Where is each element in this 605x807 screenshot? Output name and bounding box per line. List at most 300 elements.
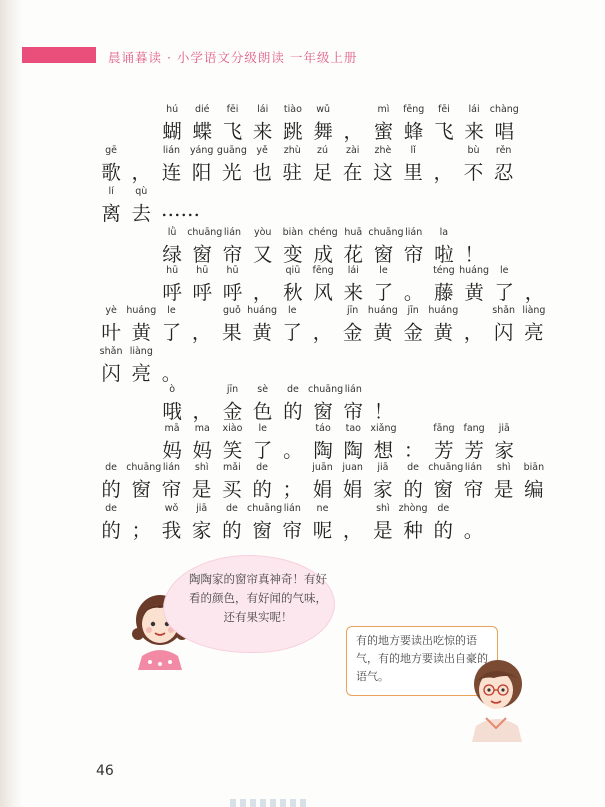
character-unit <box>248 227 278 266</box>
pinyin: huā <box>344 227 363 238</box>
hanzi: 芳 <box>464 439 484 462</box>
bottom-edge-mark <box>230 799 310 807</box>
character-unit <box>156 462 186 501</box>
pinyin: ne <box>316 503 329 514</box>
hanzi: 光 <box>222 161 242 184</box>
character-unit <box>338 145 368 184</box>
header-color-band <box>22 47 96 63</box>
pinyin: yòu <box>253 227 272 238</box>
hanzi: 想 <box>373 439 394 462</box>
character-unit <box>217 503 247 542</box>
hanzi: …… <box>161 198 201 221</box>
pinyin: huáng <box>126 305 157 316</box>
pinyin: shǎn <box>492 305 516 316</box>
character-unit <box>368 104 398 143</box>
character-unit <box>399 423 429 462</box>
hanzi: 是 <box>373 519 393 542</box>
character-unit <box>338 305 368 344</box>
pinyin: mì <box>377 104 390 115</box>
hanzi: 离 <box>101 202 121 225</box>
pinyin: chuāng <box>247 503 283 514</box>
character-unit <box>398 145 428 184</box>
character-unit <box>398 462 428 501</box>
hanzi: ， <box>343 120 364 143</box>
character-unit <box>217 227 247 266</box>
pinyin: le <box>258 423 267 434</box>
character-unit <box>429 423 459 462</box>
hanzi: ： <box>403 439 424 462</box>
hanzi: 窗 <box>433 478 454 501</box>
character-unit <box>428 462 464 501</box>
character-unit <box>96 462 126 501</box>
character-unit <box>96 503 126 542</box>
pinyin: téng <box>433 265 455 276</box>
pinyin: jiā <box>196 503 208 514</box>
hanzi: 家 <box>373 478 393 501</box>
character-unit <box>489 145 519 184</box>
character-unit <box>126 503 156 542</box>
character-unit <box>278 104 308 143</box>
hanzi: 帘 <box>343 400 364 423</box>
character-unit <box>428 145 458 184</box>
hanzi: 妈 <box>192 439 213 462</box>
pinyin: lái <box>347 265 359 276</box>
hanzi: 蝴 <box>162 120 182 143</box>
hanzi: 舞 <box>313 120 333 143</box>
character-unit <box>398 503 428 542</box>
pinyin: yè <box>105 305 117 316</box>
character-unit <box>368 462 398 501</box>
pinyin: le <box>500 265 509 276</box>
hanzi: 帘 <box>403 243 424 266</box>
character-unit <box>429 104 459 143</box>
character-unit <box>277 462 307 501</box>
hanzi: 绿 <box>162 243 182 266</box>
pinyin: fāng <box>433 423 455 434</box>
hanzi: 闪 <box>101 362 121 385</box>
character-unit <box>187 305 217 344</box>
pinyin: fēi <box>437 104 450 115</box>
hanzi: ； <box>282 478 303 501</box>
hanzi: 窗 <box>131 478 152 501</box>
character-unit <box>96 305 126 344</box>
hanzi: 阳 <box>191 161 212 184</box>
character-unit <box>156 305 186 344</box>
hanzi: 妈 <box>162 439 182 462</box>
hanzi: ， <box>252 281 273 304</box>
hanzi: ， <box>191 321 212 344</box>
hanzi: 藤 <box>434 281 454 304</box>
character-unit <box>368 503 398 542</box>
pinyin: hū <box>166 265 179 276</box>
character-unit <box>126 462 162 501</box>
pinyin: lái <box>257 104 269 115</box>
hanzi: ， <box>433 161 454 184</box>
character-unit <box>489 305 519 344</box>
pinyin: shì <box>376 503 390 514</box>
hanzi: ！ <box>464 243 484 266</box>
hanzi: 跳 <box>283 120 303 143</box>
pinyin: lián <box>405 227 423 238</box>
hanzi: ； <box>131 519 152 542</box>
pinyin: le <box>288 305 297 316</box>
hanzi: 了 <box>282 321 303 344</box>
character-unit <box>217 104 247 143</box>
hanzi: 色 <box>252 400 273 423</box>
pinyin: de <box>225 503 238 514</box>
teacher-illustration <box>462 656 532 742</box>
pinyin: chuāng <box>126 462 162 473</box>
hanzi: 变 <box>283 243 303 266</box>
hanzi: 买 <box>222 478 242 501</box>
hanzi: 蜂 <box>403 120 424 143</box>
character-unit <box>187 423 217 462</box>
hanzi: 金 <box>342 321 363 344</box>
character-unit <box>338 384 368 423</box>
pinyin: ò <box>169 384 175 395</box>
pinyin: jiā <box>377 462 389 473</box>
hanzi: 的 <box>222 519 242 542</box>
character-unit <box>338 227 368 266</box>
hanzi: 亮 <box>131 362 152 385</box>
hanzi: ， <box>463 321 484 344</box>
character-unit <box>429 265 459 304</box>
pinyin: de <box>286 384 299 395</box>
hanzi: 窗 <box>192 243 213 266</box>
hanzi: 这 <box>373 161 393 184</box>
hanzi: 的 <box>252 478 272 501</box>
character-unit <box>489 462 519 501</box>
pinyin: chuāng <box>187 227 223 238</box>
hanzi: 唱 <box>494 120 515 143</box>
hanzi: 亮 <box>524 321 544 344</box>
hanzi: 足 <box>312 161 333 184</box>
character-unit <box>429 227 459 266</box>
pinyin: lǜ <box>167 227 177 238</box>
character-unit <box>368 227 404 266</box>
hanzi: 娟 <box>342 478 363 501</box>
hanzi: 家 <box>191 519 212 542</box>
pinyin: táo <box>315 423 331 434</box>
pinyin: fēng <box>403 104 425 115</box>
hanzi: ， <box>131 161 152 184</box>
hanzi: ， <box>192 400 213 423</box>
hanzi: 窗 <box>252 519 272 542</box>
hanzi: 里 <box>403 161 423 184</box>
hanzi: 陶 <box>343 439 364 462</box>
hanzi: 风 <box>313 281 333 304</box>
hanzi: 飞 <box>434 120 454 143</box>
hanzi: 成 <box>313 243 333 266</box>
character-unit <box>307 305 337 344</box>
pinyin: qiū <box>285 265 301 276</box>
character-unit <box>489 423 519 462</box>
character-unit <box>459 423 489 462</box>
pinyin: chéng <box>308 227 338 238</box>
character-unit <box>96 186 126 225</box>
pinyin: hū <box>196 265 209 276</box>
character-unit <box>428 503 458 542</box>
pinyin: de <box>256 462 269 473</box>
pinyin: de <box>105 503 118 514</box>
pinyin: xiào <box>222 423 243 434</box>
pinyin: bù <box>467 145 480 156</box>
character-unit <box>278 423 308 462</box>
pinyin: zhù <box>283 145 301 156</box>
hanzi: 黄 <box>252 321 272 344</box>
hanzi: 在 <box>342 161 363 184</box>
hanzi: 种 <box>403 519 423 542</box>
pinyin: wǒ <box>164 503 179 514</box>
hanzi: 啦 <box>434 243 454 266</box>
character-unit <box>458 503 488 542</box>
character-unit <box>368 423 398 462</box>
character-unit <box>247 145 277 184</box>
pinyin: huáng <box>367 305 398 316</box>
character-unit <box>217 462 247 501</box>
hanzi: 帘 <box>463 478 484 501</box>
pinyin: le <box>379 265 388 276</box>
character-unit <box>308 227 338 266</box>
character-unit <box>96 145 126 184</box>
pinyin: mǎi <box>223 462 241 473</box>
pinyin: de <box>407 462 420 473</box>
pinyin: shì <box>496 462 511 473</box>
pinyin: hú <box>166 104 179 115</box>
hanzi: 。 <box>283 439 303 462</box>
character-unit <box>307 503 337 542</box>
hanzi: 秋 <box>283 281 303 304</box>
character-unit <box>459 265 490 304</box>
hanzi: 编 <box>524 478 544 501</box>
character-unit <box>187 265 217 304</box>
character-unit <box>458 305 488 344</box>
character-unit <box>126 305 157 344</box>
pinyin: biàn <box>282 227 304 238</box>
character-unit <box>248 423 278 462</box>
pinyin: jiā <box>498 423 510 434</box>
character-unit <box>217 423 247 462</box>
character-unit <box>367 305 398 344</box>
pinyin: de <box>437 503 450 514</box>
pinyin: chàng <box>489 104 519 115</box>
character-unit <box>248 265 278 304</box>
pinyin: hū <box>226 265 239 276</box>
pinyin: fēi <box>226 104 239 115</box>
character-unit <box>458 145 488 184</box>
character-unit <box>156 503 186 542</box>
character-unit <box>459 104 489 143</box>
pinyin: chuāng <box>428 462 464 473</box>
character-unit <box>308 423 338 462</box>
hanzi: 黄 <box>131 321 152 344</box>
hanzi: 是 <box>191 478 212 501</box>
hanzi: 叶 <box>101 321 121 344</box>
pinyin: huáng <box>459 265 490 276</box>
character-unit <box>368 145 398 184</box>
speech-bubble-text: 陶陶家的窗帘真神奇！有好看的颜色，有好闻的气味，还有果实呢！ <box>189 572 327 624</box>
character-unit <box>278 265 308 304</box>
character-unit <box>338 104 368 143</box>
character-unit <box>338 462 368 501</box>
hanzi: 忍 <box>493 161 514 184</box>
pinyin: zhòng <box>398 503 428 514</box>
character-unit <box>489 265 519 304</box>
pinyin: jīn <box>226 384 239 395</box>
pinyin: lián <box>344 384 362 395</box>
character-unit <box>368 384 398 423</box>
hanzi: 金 <box>403 321 423 344</box>
hanzi: 了 <box>373 281 394 304</box>
pinyin: shǎn <box>99 346 123 357</box>
hanzi: 飞 <box>222 120 243 143</box>
character-unit <box>157 265 187 304</box>
hanzi: 不 <box>463 161 484 184</box>
hanzi: 黄 <box>464 281 484 304</box>
pinyin: le <box>167 305 176 316</box>
pinyin: huáng <box>247 305 278 316</box>
character-unit <box>187 104 217 143</box>
hanzi: 窗 <box>313 400 333 423</box>
pinyin: wǔ <box>316 104 330 115</box>
running-header: 晨诵暮读 · 小学语文分级朗读 一年级上册 <box>108 50 358 65</box>
character-unit <box>308 104 338 143</box>
pinyin: lǐ <box>410 145 416 156</box>
pinyin: tao <box>345 423 361 434</box>
hanzi: 黄 <box>373 321 393 344</box>
character-unit <box>399 265 429 304</box>
hanzi: 呼 <box>192 281 213 304</box>
character-unit <box>157 384 187 423</box>
hanzi: 花 <box>343 243 364 266</box>
character-unit <box>307 145 337 184</box>
pinyin: tiào <box>283 104 302 115</box>
character-unit <box>338 423 368 462</box>
hanzi: 陶 <box>313 439 333 462</box>
pinyin: gē <box>105 145 118 156</box>
hanzi: 我 <box>161 519 182 542</box>
pinyin: jīn <box>347 305 359 316</box>
hanzi: 驻 <box>282 161 303 184</box>
character-unit <box>156 145 186 184</box>
pinyin: huáng <box>428 305 459 316</box>
character-unit <box>187 384 217 423</box>
pinyin: lí <box>108 186 114 197</box>
pinyin: fang <box>463 423 485 434</box>
character-unit <box>399 104 429 143</box>
hanzi: 的 <box>283 400 303 423</box>
hanzi: 的 <box>101 519 121 542</box>
hanzi: 来 <box>464 120 484 143</box>
hanzi: 黄 <box>433 321 454 344</box>
character-unit <box>96 346 126 385</box>
character-unit <box>156 346 186 385</box>
character-unit <box>248 384 278 423</box>
character-unit <box>277 145 307 184</box>
character-unit <box>157 104 187 143</box>
character-unit <box>399 227 429 266</box>
hanzi: 。 <box>161 362 182 385</box>
hanzi: ， <box>312 321 333 344</box>
pinyin: juān <box>312 462 333 473</box>
hanzi: 蜜 <box>373 120 394 143</box>
character-unit <box>277 305 307 344</box>
character-unit <box>489 104 519 143</box>
pinyin: zú <box>316 145 328 156</box>
hanzi: 去 <box>131 202 152 225</box>
hanzi: 蝶 <box>192 120 213 143</box>
pinyin: shì <box>194 462 209 473</box>
hanzi: 闪 <box>493 321 514 344</box>
pinyin: zài <box>345 145 360 156</box>
character-unit <box>247 462 277 501</box>
pinyin: lián <box>283 503 301 514</box>
pinyin: lái <box>468 104 480 115</box>
page-number: 46 <box>96 763 114 779</box>
pinyin: chuāng <box>368 227 404 238</box>
book-spine-shadow <box>0 0 22 807</box>
pinyin: yě <box>256 145 268 156</box>
hanzi: 金 <box>222 400 243 423</box>
pinyin: chuāng <box>308 384 344 395</box>
hanzi: 。 <box>403 281 424 304</box>
hanzi: 的 <box>433 519 454 542</box>
character-unit <box>307 462 337 501</box>
pinyin: guāng <box>216 145 247 156</box>
character-unit <box>277 503 307 542</box>
character-unit <box>247 305 278 344</box>
hanzi: 来 <box>343 281 364 304</box>
hanzi: 了 <box>494 281 515 304</box>
character-unit <box>278 227 308 266</box>
character-unit <box>247 503 283 542</box>
pinyin: juan <box>342 462 363 473</box>
pinyin: dié <box>195 104 210 115</box>
character-unit <box>187 503 217 542</box>
pinyin: liàng <box>129 346 153 357</box>
hanzi: 。 <box>463 519 484 542</box>
character-unit <box>368 265 398 304</box>
pinyin: de <box>105 462 118 473</box>
character-unit <box>458 462 488 501</box>
hanzi: 呼 <box>222 281 243 304</box>
hanzi: 是 <box>493 478 514 501</box>
pinyin: zhè <box>374 145 392 156</box>
hanzi: 帘 <box>282 519 303 542</box>
pinyin: ma <box>194 423 210 434</box>
character-unit <box>248 104 278 143</box>
pinyin: biān <box>523 462 545 473</box>
character-unit <box>459 227 489 266</box>
character-unit <box>519 462 549 501</box>
character-unit <box>187 227 223 266</box>
hanzi: 了 <box>161 321 182 344</box>
pinyin: lián <box>464 462 483 473</box>
character-unit <box>216 145 247 184</box>
pinyin: lián <box>223 227 242 238</box>
hanzi: 来 <box>252 120 273 143</box>
hanzi: 又 <box>252 243 273 266</box>
pinyin: rěn <box>495 145 512 156</box>
hanzi: 连 <box>161 161 182 184</box>
character-unit <box>126 186 156 225</box>
hanzi: 的 <box>403 478 423 501</box>
pinyin: lián <box>162 462 181 473</box>
hanzi: 芳 <box>434 439 454 462</box>
hanzi: 帘 <box>222 243 243 266</box>
character-unit <box>187 145 217 184</box>
hanzi: 的 <box>101 478 121 501</box>
